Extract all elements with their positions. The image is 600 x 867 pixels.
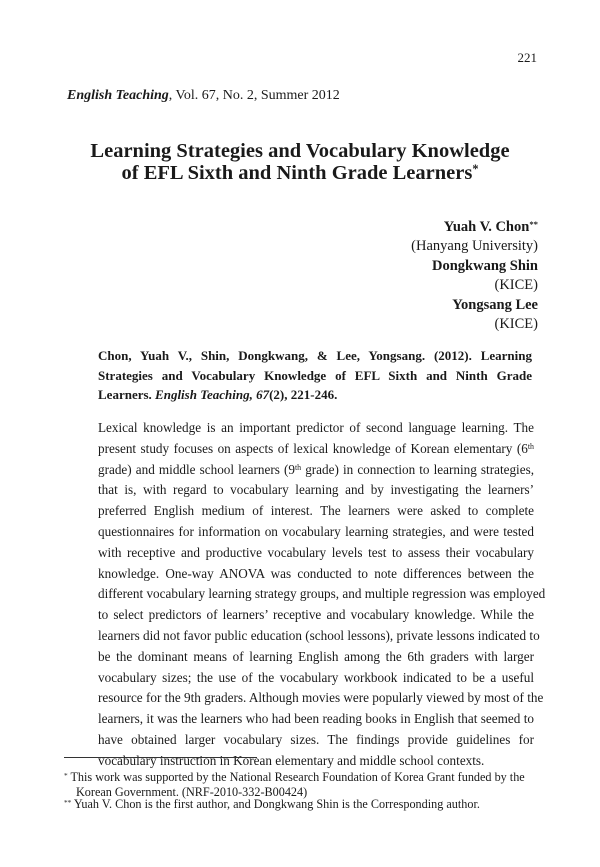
author-affiliation-3: (KICE) <box>494 316 538 332</box>
citation-journal: English Teaching, <box>155 387 253 402</box>
author-1-name-text: Yuah V. Chon <box>443 219 530 235</box>
citation <box>98 346 532 405</box>
abstract-line: to select predictors of learners’ receptive and vocabulary knowledge. While the <box>98 607 534 623</box>
abstract-line: vocabulary instruction in Korean elementary and middle school contexts. <box>98 752 485 768</box>
journal-details: , Vol. 67, No. 2, Summer 2012 <box>168 88 340 103</box>
abstract-line: have obtained larger vocabulary sizes. The findings provide guidelines for <box>98 731 534 747</box>
citation-authors-title: Chon, Yuah V., Shin, Dongkwang, & Lee, Yongsang. (2012). Learning Strategies and Vocabulary Knowledge of EFL Sixth and Ninth Grade Learners. <box>98 348 532 402</box>
author-name-3: Yongsang Lee <box>452 297 538 313</box>
abstract <box>98 418 546 772</box>
abstract-line: learners did not favor public education (school lessons), private lessons indicated to <box>98 627 540 643</box>
abstract-line: be the dominant means of learning English among the 6th graders with larger <box>98 648 534 664</box>
page-number: 221 <box>517 50 537 65</box>
abstract-line: vocabulary sizes; the use of the vocabulary workbook indicated to be a useful <box>98 669 534 685</box>
author-1-footnote-mark: ** <box>529 219 538 230</box>
footnote-2-text: Yuah V. Chon is the first author, and Dongkwang Shin is the Corresponding author. <box>73 797 480 811</box>
abstract-line: resource for the 9th graders. Although movies were popularly viewed by most of the <box>98 690 544 706</box>
journal-header <box>67 88 340 104</box>
author-name-2: Dongkwang Shin <box>432 258 538 274</box>
abstract-line: knowledge. One-way ANOVA was conducted to note differences between the <box>98 565 534 581</box>
abstract-line: preferred English medium of interest. The learners were asked to complete <box>98 503 534 519</box>
abstract-line: different vocabulary learning strategy groups, and multiple regression was employed <box>98 586 546 602</box>
footnote-2-mark: ** <box>64 797 72 807</box>
paper-title-line-1: Learning Strategies and Vocabulary Knowledge <box>90 140 510 162</box>
abstract-line: grade) and middle school learners (9th grade) in connection to learning strategies, <box>98 461 534 477</box>
abstract-line: Lexical knowledge is an important predictor of second language learning. The <box>98 420 534 435</box>
abstract-line: that is, with regard to vocabulary learning and by investigating the learners’ <box>98 482 534 498</box>
abstract-line: present study focuses on aspects of lexical knowledge of Korean elementary (6th <box>98 440 534 456</box>
author-affiliation-1: (Hanyang University) <box>411 238 538 254</box>
footnote-1-line-1: This work was supported by the National Research Foundation of Korea Grant funded by the <box>70 770 525 784</box>
footnote-1-mark: * <box>64 770 68 780</box>
footnote-1 <box>64 770 542 800</box>
footnote-divider <box>64 757 257 758</box>
author-affiliation-2: (KICE) <box>494 277 538 293</box>
title-text: of EFL Sixth and Ninth Grade Learners <box>121 162 473 184</box>
citation-issue-pages: (2), 221-246. <box>269 387 338 402</box>
abstract-line: with receptive and productive vocabulary levels test to assess their vocabulary <box>98 544 534 560</box>
author-name-1 <box>444 219 538 236</box>
citation-volume: 67 <box>256 387 270 402</box>
paper-title-line-2 <box>0 162 600 184</box>
footnote-1-line-2: Korean Government. (NRF-2010-332-B00424) <box>76 785 308 799</box>
title-footnote-mark: * <box>472 162 479 177</box>
abstract-line: learners, it was the learners who had been reading books in English that seemed to <box>98 711 534 727</box>
footnote-2 <box>64 797 542 812</box>
abstract-line: questionnaires for information on vocabulary learning strategies, and were tested <box>98 523 534 539</box>
journal-name: English Teaching <box>67 88 169 103</box>
